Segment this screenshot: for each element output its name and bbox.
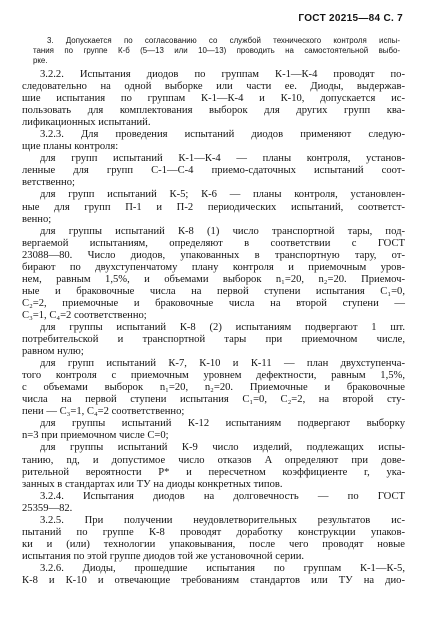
text-line: для группы испытаний К-8 (2) испытаниям подвергают 1 шт. <box>40 321 405 333</box>
note-line: тания по группе К-б (5—13 или 10—13) проводить на самостоятельной выбо- <box>33 46 400 55</box>
text-line: венно; <box>22 213 52 225</box>
body-text <box>22 69 405 587</box>
page-header: ГОСТ 20215—84 С. 7 <box>298 13 403 24</box>
text-line: бирают по двухступенчатому плану контроля и приемочным уров- <box>22 261 405 273</box>
text-line: шие испытания по группам К-1—К-4 и К-10, допускается ис- <box>22 93 405 105</box>
text-line: C₃=1, C₄=2 соответственно; <box>22 309 147 321</box>
text-line: ки и (или) технологии упаковывания, после чего проводят новые <box>22 538 405 550</box>
text-line: 25359—82. <box>22 502 73 514</box>
text-line: ленные для групп С-1—С-4 приемо-сдаточных испытаний соот- <box>22 165 405 177</box>
text-line: для групп испытаний К-7, К-10 и К-11 — план двухступенча- <box>40 358 405 370</box>
text-line: следовательно на одной выборке или части ее. Диоды, выдержав- <box>22 81 405 93</box>
text-line: 23088—80. Число диодов, упакованных в транспортную тару, от- <box>22 249 405 261</box>
text-line: К-8 и К-10 и отвечающие требованиям стандартов или ТУ на дио- <box>22 574 405 586</box>
text-line: 3.2.3. Для проведения испытаний диодов применяют следую- <box>40 129 405 141</box>
text-line: нем, равным 1,5%, и объемами выборок n₁=20, n₂=20. Приемоч- <box>22 273 405 285</box>
note-line: 3. Допускается по согласованию со службой технического контроля испы- <box>47 36 400 45</box>
text-line: ные для групп П-1 и П-2 периодических испытаний, соответст- <box>22 201 405 213</box>
text-line: занных в стандартах или ТУ на диоды конкретных типов. <box>22 478 283 490</box>
text-line: n=3 при приемочном числе C=0; <box>22 430 169 442</box>
text-line: для группы испытаний К-8 (1) число транспортной тары, под- <box>40 225 405 237</box>
text-line: для групп испытаний К-5; К-6 — планы контроля, установлен- <box>40 189 405 201</box>
text-line: ные и браковочные числа на первой ступени испытания C₁=0, <box>22 285 405 297</box>
text-line: с объемами выборок n₁=20, n₂=20. Приемочные и браковочные <box>22 382 405 394</box>
text-line: ветственно; <box>22 177 75 189</box>
text-line: равном нулю; <box>22 346 84 358</box>
text-line: пени — C₃=1, C₄=2 соответственно; <box>22 406 185 418</box>
text-line: C₂=2, приемочные и браковочные числа на второй ступени — <box>22 297 405 309</box>
text-line: для группы испытаний К-9 число изделий, подлежащих испы- <box>40 442 405 454</box>
text-line: танию, nд, и допустимое число отказов A определяют при дове- <box>22 454 405 466</box>
text-line: числа на первой ступени испытания C₁=0, C₂=2, на второй сту- <box>22 394 405 406</box>
text-line: того контроля с приемочным уровнем дефектности, равным 1,5%, <box>22 370 405 382</box>
text-line: пользовать для комплектования выборок для других групп ква- <box>22 105 405 117</box>
text-line: 3.2.4. Испытания диодов на долговечность — по ГОСТ <box>40 490 405 502</box>
note-line: рке. <box>33 56 48 65</box>
text-line: 3.2.2. Испытания диодов по группам К-1—К-4 проводят по- <box>40 69 405 80</box>
text-line: 3.2.5. При получении неудовлетворительных результатов ис- <box>40 514 405 526</box>
text-line: для группы испытаний К-12 испытаниям подвергают выборку <box>40 418 405 430</box>
text-line: испытания по этой группе диодов той же установочной серии. <box>22 550 305 562</box>
text-line: потребительской и транспортной тары при приемочном числе, <box>22 334 405 346</box>
text-line: лификационных испытаний. <box>22 117 151 129</box>
text-line: 3.2.6. Диоды, прошедшие испытания по группам К-1—К-5, <box>40 562 405 574</box>
text-line: рительной вероятности P* и пересчетном коэффициенте r, ука- <box>22 466 405 478</box>
footnote-block <box>33 36 400 66</box>
text-line: вергаемой испытаниям, определяют в соответствии с ГОСТ <box>22 237 405 249</box>
text-line: для групп испытаний К-1—К-4 — планы контроля, установ- <box>40 153 405 165</box>
text-line: щие планы контроля: <box>22 141 119 153</box>
text-line: пытаний по группе К-8 проводят доработку конструкции упаков- <box>22 526 405 538</box>
